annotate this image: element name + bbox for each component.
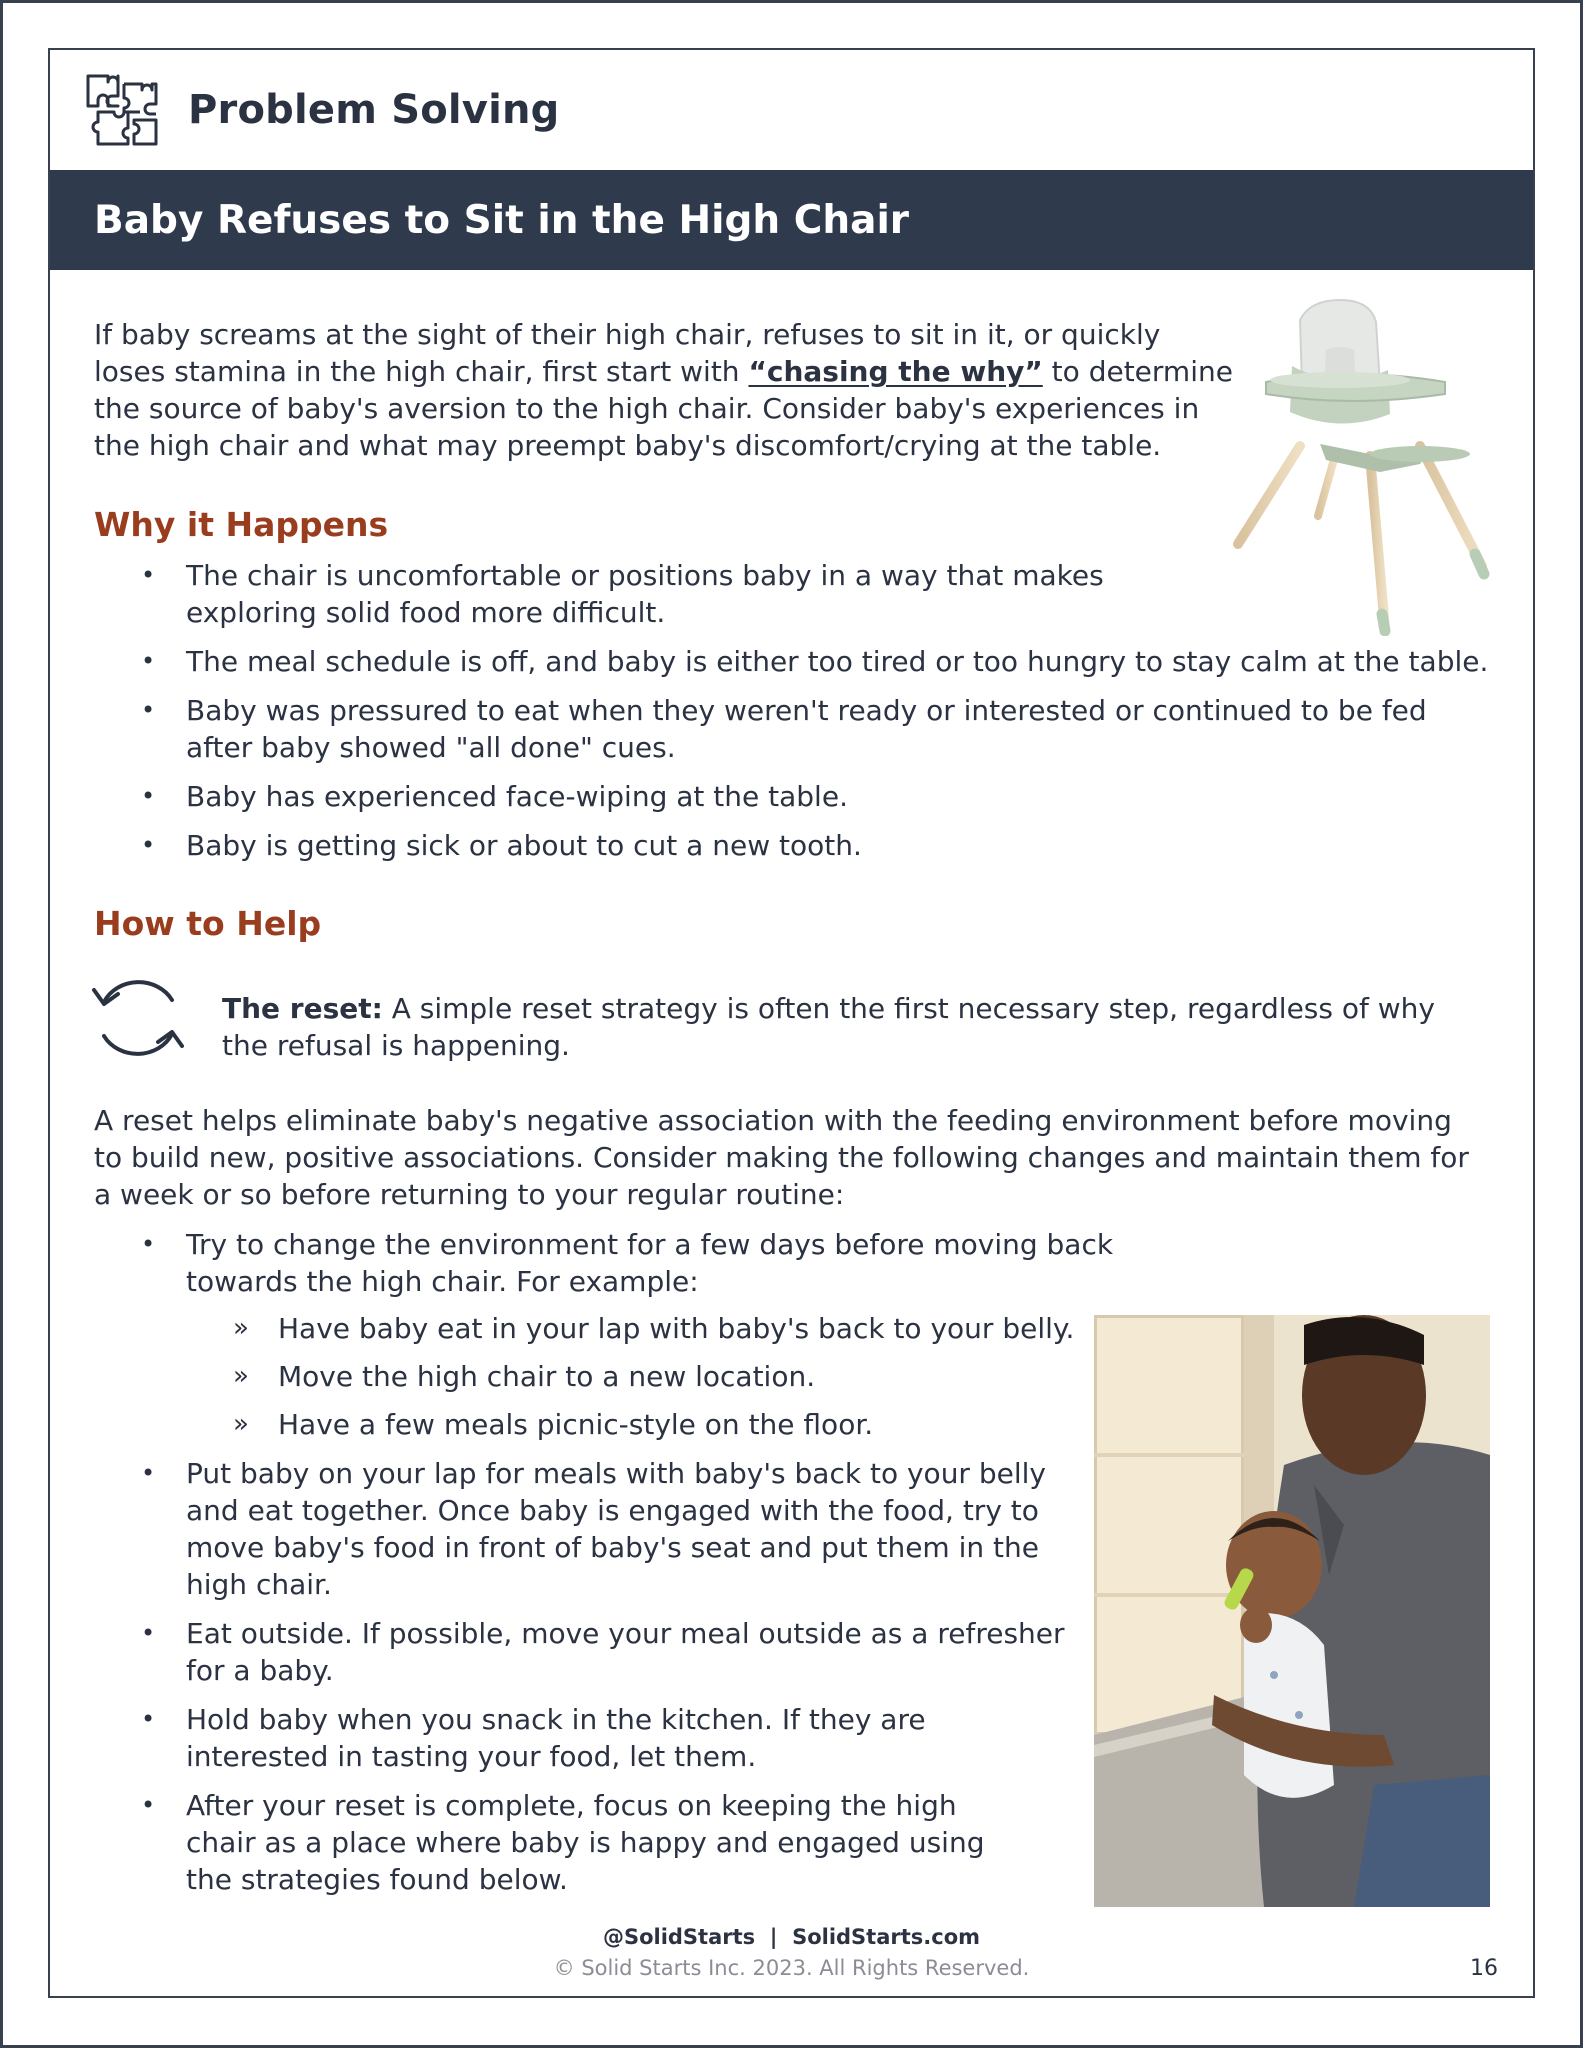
why-heading: Why it Happens	[94, 505, 389, 544]
list-item-text: Try to change the environment for a few days before moving back towards the high chair. For example:	[186, 1228, 1114, 1298]
footer-social-links[interactable]: @SolidStarts | SolidStarts.com	[602, 1925, 981, 1949]
intro-text-end: to determine the source of baby's aversion to the high chair. Consider baby's experiences in the high chair and what may preempt baby's discomfort/crying at the table.	[94, 355, 1233, 462]
how-heading: How to Help	[94, 904, 322, 943]
list-item: • Hold baby when you snack in the kitchen. If they are interested in tasting your food, let them.	[94, 1701, 1016, 1775]
refresh-cycle-icon	[90, 972, 186, 1064]
page-header	[84, 70, 560, 150]
intro-paragraph	[94, 316, 1234, 464]
list-item: • Put baby on your lap for meals with baby's back to your belly and eat together. Once baby is engaged with the food, try to move baby's food in front of baby's seat and put them in the high chair.	[94, 1455, 1046, 1603]
why-list	[94, 557, 1494, 876]
intro-text-start: If baby screams at the sight of their high chair, refuses to sit in it, or quickly loses stamina in the high chair, first start with	[94, 318, 1161, 388]
title-bar	[50, 170, 1533, 270]
list-item: • Eat outside. If possible, move your meal outside as a refresher for a baby.	[94, 1615, 1066, 1689]
list-item: • Baby has experienced face-wiping at the table.	[94, 778, 1494, 815]
sub-list	[94, 1310, 1196, 1443]
list-item: • The meal schedule is off, and baby is either too tired or too hungry to stay calm at the table.	[94, 643, 1494, 680]
reset-description: A simple reset strategy is often the first necessary step, regardless of why the refusal is happening.	[222, 992, 1435, 1062]
page-number: 16	[1470, 1956, 1498, 1981]
sub-list-item: » Move the high chair to a new location.	[186, 1358, 1196, 1395]
reset-note	[222, 990, 1452, 1064]
list-item: • After your reset is complete, focus on keeping the high chair as a place where baby is happy and engaged using the strategies found below.	[94, 1787, 986, 1898]
page-title: Baby Refuses to Sit in the High Chair	[94, 197, 910, 243]
chasing-the-why-link[interactable]: “chasing the why”	[748, 355, 1043, 388]
reset-paragraph: A reset helps eliminate baby's negative association with the feeding environment before moving to build new, positive associations. Consider making the following changes and maintain them for a week or so before returning to your regular routine:	[94, 1104, 1469, 1211]
footer-copyright: © Solid Starts Inc. 2023. All Rights Reserved.	[553, 1956, 1030, 1980]
list-item: • Baby is getting sick or about to cut a new tooth.	[94, 827, 1494, 864]
section-label: Problem Solving	[188, 87, 560, 133]
sub-list-item: » Have a few meals picnic-style on the floor.	[186, 1406, 1196, 1443]
how-list	[94, 1226, 1114, 1910]
reset-label: The reset:	[222, 992, 383, 1025]
list-item	[94, 1226, 1196, 1443]
puzzle-icon	[84, 72, 160, 148]
sub-list-item: » Have baby eat in your lap with baby's back to your belly.	[186, 1310, 1196, 1347]
list-item: • The chair is uncomfortable or positions baby in a way that makes exploring solid food more difficult.	[94, 557, 1186, 631]
parent-with-baby-photo	[1094, 1315, 1490, 1907]
list-item: • Baby was pressured to eat when they weren't ready or interested or continued to be fed after baby showed "all done" cues.	[94, 692, 1494, 766]
